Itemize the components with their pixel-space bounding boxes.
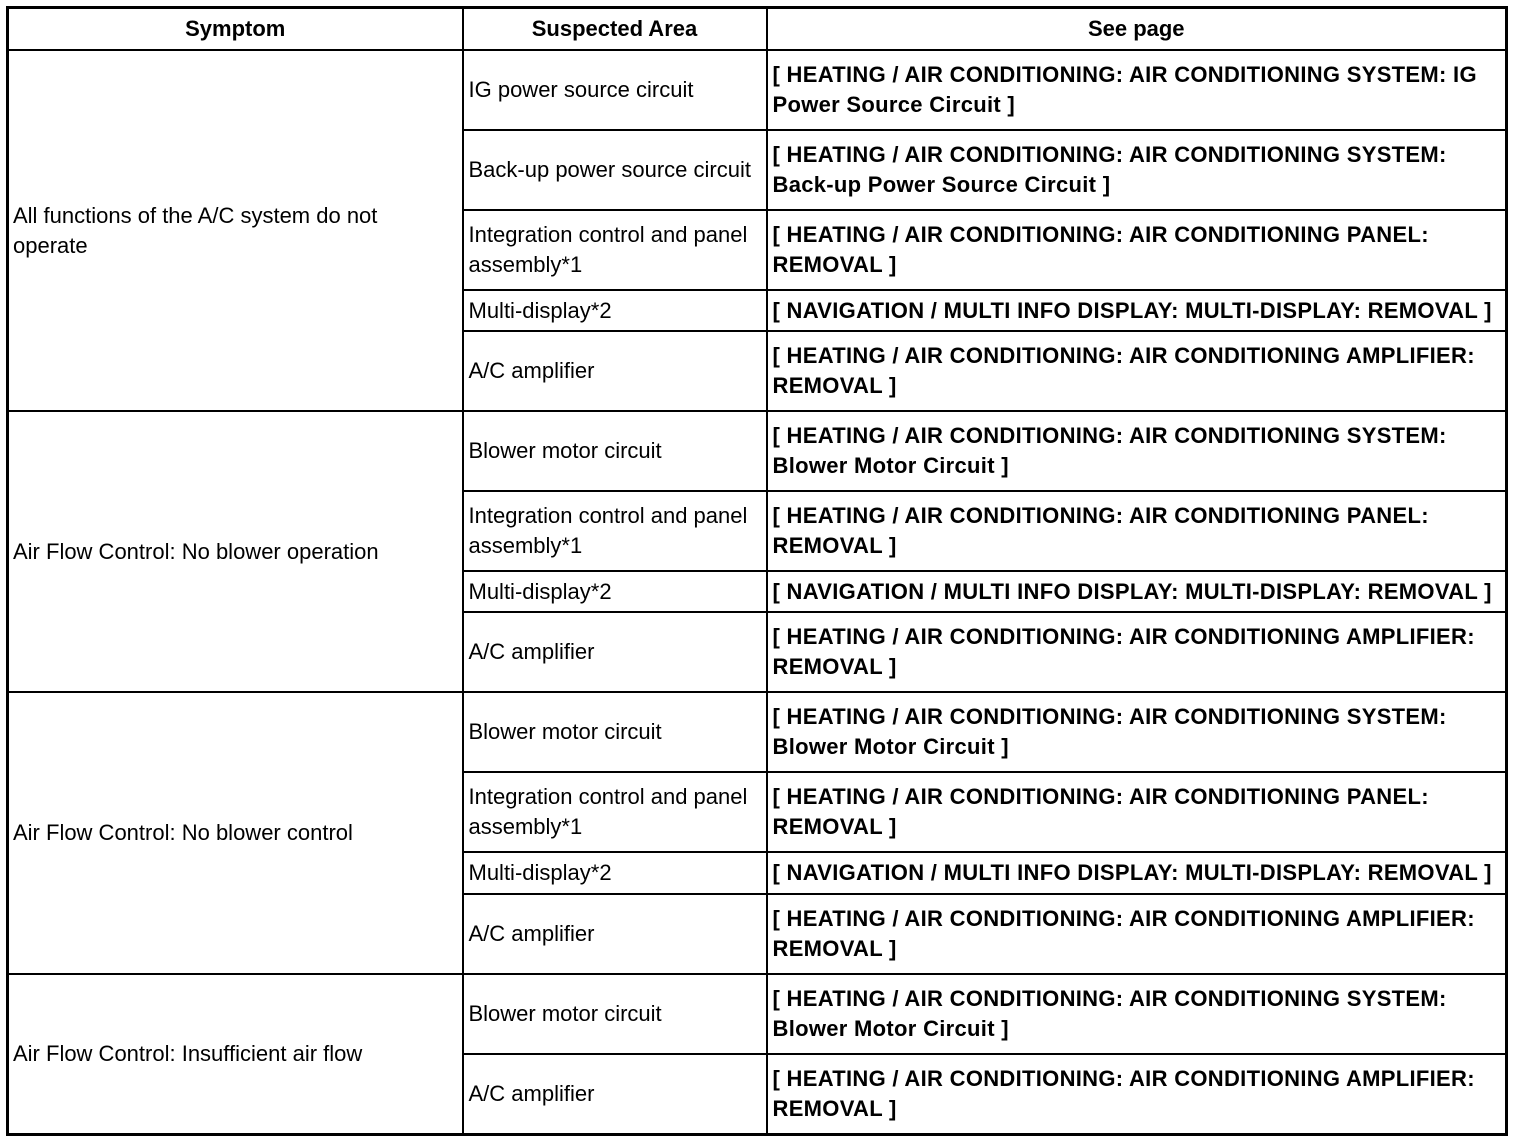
suspected-area-cell: Multi-display*2 — [463, 571, 767, 612]
suspected-area-cell: A/C amplifier — [463, 894, 767, 974]
see-page-link[interactable]: [ HEATING / AIR CONDITIONING: AIR CONDITIONING SYSTEM: Back-up Power Source Circuit ] — [767, 130, 1507, 210]
symptom-cell: All functions of the A/C system do not operate — [8, 50, 463, 411]
symptom-cell: Air Flow Control: No blower operation — [8, 411, 463, 692]
see-page-link[interactable]: [ HEATING / AIR CONDITIONING: AIR CONDITIONING AMPLIFIER: REMOVAL ] — [767, 331, 1507, 411]
suspected-area-cell: Back-up power source circuit — [463, 130, 767, 210]
header-symptom: Symptom — [8, 8, 463, 51]
troubleshooting-table — [6, 6, 1508, 1136]
header-see-page: See page — [767, 8, 1507, 51]
header-suspected-area: Suspected Area — [463, 8, 767, 51]
table-row — [8, 692, 1507, 772]
suspected-area-cell: Multi-display*2 — [463, 852, 767, 893]
table-row — [8, 50, 1507, 130]
see-page-link[interactable]: [ HEATING / AIR CONDITIONING: AIR CONDITIONING AMPLIFIER: REMOVAL ] — [767, 894, 1507, 974]
suspected-area-cell: Integration control and panel assembly*1 — [463, 772, 767, 852]
see-page-link[interactable]: [ NAVIGATION / MULTI INFO DISPLAY: MULTI-DISPLAY: REMOVAL ] — [767, 571, 1507, 612]
table-row — [8, 411, 1507, 491]
suspected-area-cell: Blower motor circuit — [463, 411, 767, 491]
suspected-area-cell: Integration control and panel assembly*1 — [463, 491, 767, 571]
see-page-link[interactable]: [ HEATING / AIR CONDITIONING: AIR CONDITIONING SYSTEM: IG Power Source Circuit ] — [767, 50, 1507, 130]
see-page-link[interactable]: [ HEATING / AIR CONDITIONING: AIR CONDITIONING PANEL: REMOVAL ] — [767, 210, 1507, 290]
suspected-area-cell: Blower motor circuit — [463, 974, 767, 1054]
see-page-link[interactable]: [ NAVIGATION / MULTI INFO DISPLAY: MULTI-DISPLAY: REMOVAL ] — [767, 852, 1507, 893]
header-row — [8, 8, 1507, 51]
see-page-link[interactable]: [ HEATING / AIR CONDITIONING: AIR CONDITIONING SYSTEM: Blower Motor Circuit ] — [767, 411, 1507, 491]
see-page-link[interactable]: [ HEATING / AIR CONDITIONING: AIR CONDITIONING SYSTEM: Blower Motor Circuit ] — [767, 692, 1507, 772]
suspected-area-cell: Integration control and panel assembly*1 — [463, 210, 767, 290]
suspected-area-cell: Multi-display*2 — [463, 290, 767, 331]
suspected-area-cell: A/C amplifier — [463, 331, 767, 411]
suspected-area-cell: Blower motor circuit — [463, 692, 767, 772]
suspected-area-cell: IG power source circuit — [463, 50, 767, 130]
suspected-area-cell: A/C amplifier — [463, 612, 767, 692]
suspected-area-cell: A/C amplifier — [463, 1054, 767, 1135]
see-page-link[interactable]: [ NAVIGATION / MULTI INFO DISPLAY: MULTI-DISPLAY: REMOVAL ] — [767, 290, 1507, 331]
see-page-link[interactable]: [ HEATING / AIR CONDITIONING: AIR CONDITIONING AMPLIFIER: REMOVAL ] — [767, 1054, 1507, 1135]
symptom-cell: Air Flow Control: Insufficient air flow — [8, 974, 463, 1135]
table-row — [8, 974, 1507, 1054]
symptom-cell: Air Flow Control: No blower control — [8, 692, 463, 973]
see-page-link[interactable]: [ HEATING / AIR CONDITIONING: AIR CONDITIONING AMPLIFIER: REMOVAL ] — [767, 612, 1507, 692]
see-page-link[interactable]: [ HEATING / AIR CONDITIONING: AIR CONDITIONING PANEL: REMOVAL ] — [767, 772, 1507, 852]
see-page-link[interactable]: [ HEATING / AIR CONDITIONING: AIR CONDITIONING PANEL: REMOVAL ] — [767, 491, 1507, 571]
see-page-link[interactable]: [ HEATING / AIR CONDITIONING: AIR CONDITIONING SYSTEM: Blower Motor Circuit ] — [767, 974, 1507, 1054]
